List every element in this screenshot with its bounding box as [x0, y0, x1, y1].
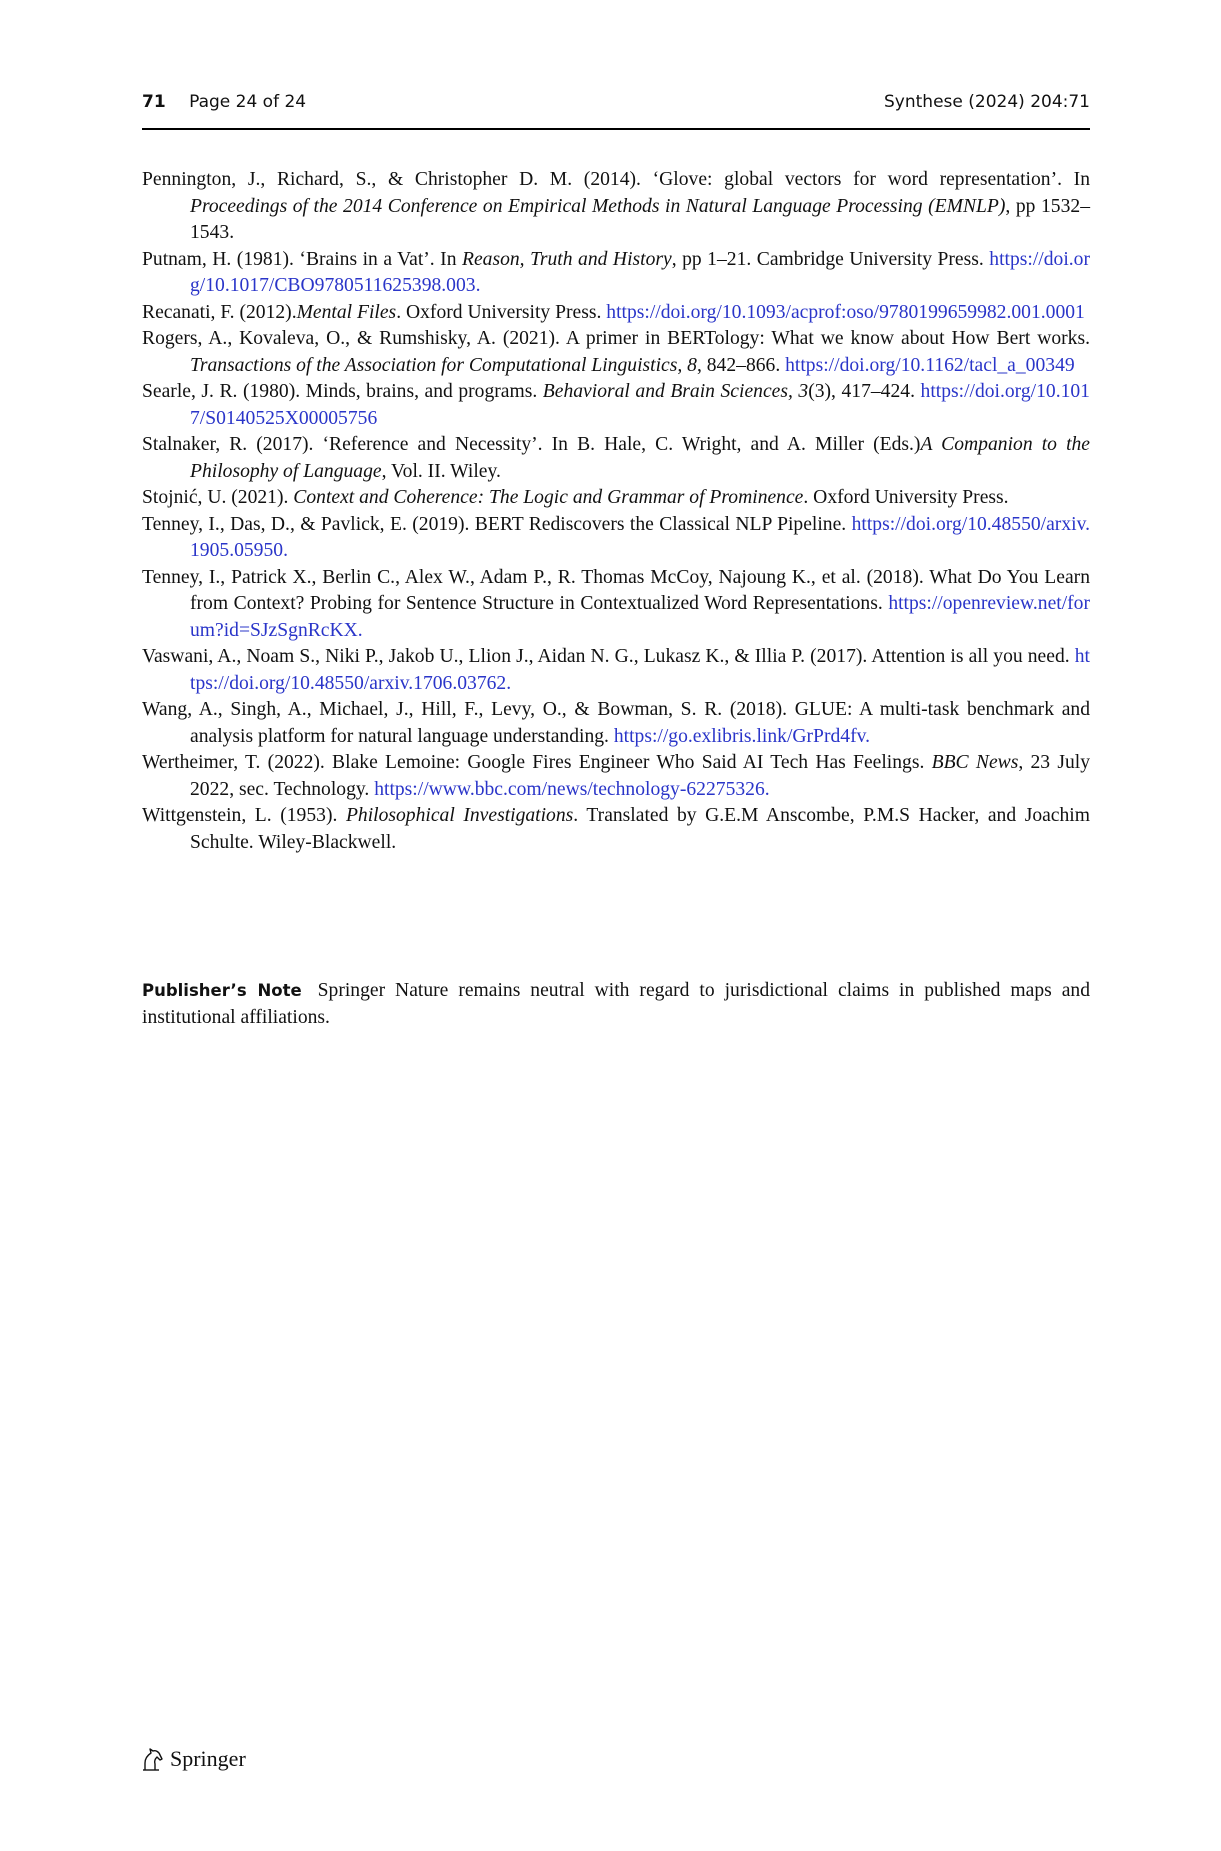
- header-left: [142, 92, 306, 112]
- reference-text-tail: , 842–866.: [696, 354, 786, 376]
- publisher-name: Springer: [170, 1746, 246, 1771]
- reference-link[interactable]: https://doi.org/10.1017/S0140525X00005756: [190, 381, 1090, 429]
- reference-title: Mental Files: [296, 301, 397, 323]
- reference-text-tail: , 23 July 2022, sec. Technology.: [190, 752, 1091, 800]
- reference-text: Stojnić, U. (2021).: [142, 487, 294, 508]
- reference-text: Tenney, I., Das, D., & Pavlick, E. (2019). BERT Rediscovers the Classical NLP Pipeline.: [142, 513, 852, 535]
- page-header: [142, 92, 1090, 130]
- reference-text-tail: . Oxford University Press.: [803, 487, 1009, 508]
- reference-link[interactable]: https://openreview.net/forum?id=SJzSgnRcKX.: [190, 593, 1090, 641]
- page-number: 71: [142, 92, 166, 112]
- reference-item: [142, 379, 1090, 432]
- reference-text-tail: , pp 1–21. Cambridge University Press.: [671, 248, 990, 270]
- reference-text-tail: , Vol. II. Wiley.: [381, 460, 501, 482]
- reference-title: Context and Coherence: The Logic and Grammar of Prominence: [293, 487, 804, 508]
- reference-link[interactable]: https://doi.org/10.1093/acprof:oso/9780199659982.001.0001: [606, 301, 1085, 323]
- reference-item: [142, 565, 1090, 645]
- reference-title: Proceedings of the 2014 Conference on Empirical Methods in Natural Language Processing (EMNLP): [190, 195, 1006, 217]
- reference-link[interactable]: https://doi.org/10.1162/tacl_a_00349: [785, 354, 1075, 376]
- reference-text: Vaswani, A., Noam S., Niki P., Jakob U., Llion J., Aidan N. G., Lukasz K., & Illia P. (2017). Attention is all you need.: [142, 646, 1075, 667]
- reference-text: Wittgenstein, L. (1953).: [142, 805, 346, 826]
- reference-item: [142, 697, 1090, 750]
- publisher-note-label: Publisher’s Note: [142, 981, 302, 1000]
- reference-item: [142, 300, 1090, 327]
- reference-text: Tenney, I., Patrick X., Berlin C., Alex W., Adam P., R. Thomas McCoy, Najoung K., et al. (2018). What Do You Learn from Context? Probing for Sentence Structure in Contextualized Word Representations.: [142, 566, 1090, 614]
- reference-title: Reason, Truth and History: [462, 248, 672, 270]
- reference-text: Recanati, F. (2012).: [142, 301, 297, 323]
- reference-link[interactable]: https://www.bbc.com/news/technology-62275326.: [374, 778, 770, 800]
- reference-title: Transactions of the Association for Computational Linguistics, 8: [190, 354, 697, 376]
- reference-link[interactable]: https://doi.org/10.1017/CBO9780511625398.003.: [190, 248, 1090, 296]
- reference-item: [142, 326, 1090, 379]
- reference-title: BBC News: [931, 752, 1019, 773]
- reference-list: [142, 167, 1090, 856]
- reference-text-tail: (3), 417–424.: [808, 381, 921, 402]
- publisher-note: [142, 978, 1090, 1031]
- reference-text: Searle, J. R. (1980). Minds, brains, and programs.: [142, 381, 543, 402]
- reference-text-tail: . Translated by G.E.M Anscombe, P.M.S Hacker, and Joachim Schulte. Wiley-Blackwell.: [190, 805, 1090, 853]
- reference-link[interactable]: https://go.exlibris.link/GrPrd4fv.: [613, 725, 871, 747]
- journal-citation: Synthese (2024) 204:71: [884, 92, 1090, 112]
- reference-item: [142, 247, 1090, 300]
- reference-title: A Companion to the Philosophy of Language: [190, 434, 1090, 482]
- reference-item: [142, 803, 1090, 856]
- reference-text: Putnam, H. (1981). ‘Brains in a Vat’. In: [142, 248, 462, 270]
- reference-text: Wang, A., Singh, A., Michael, J., Hill, F., Levy, O., & Bowman, S. R. (2018). GLUE: A multi-task benchmark and analysis platform for natural language understanding.: [142, 699, 1090, 747]
- publisher-note-text: Springer Nature remains neutral with regard to jurisdictional claims in published maps and institutional affiliations.: [142, 980, 1090, 1028]
- reference-item: [142, 167, 1090, 247]
- springer-horse-icon: [140, 1746, 164, 1772]
- reference-link[interactable]: https://doi.org/10.48550/arxiv.1706.03762.: [190, 646, 1090, 694]
- reference-title: Behavioral and Brain Sciences, 3: [542, 381, 809, 402]
- reference-item: [142, 750, 1090, 803]
- reference-item: [142, 512, 1090, 565]
- reference-text: Rogers, A., Kovaleva, O., & Rumshisky, A. (2021). A primer in BERTology: What we know about How Bert works.: [142, 328, 1090, 349]
- reference-text: Stalnaker, R. (2017). ‘Reference and Necessity’. In B. Hale, C. Wright, and A. Miller (Eds.): [142, 434, 921, 455]
- reference-link[interactable]: https://doi.org/10.48550/arxiv.1905.05950.: [190, 513, 1090, 561]
- reference-item: [142, 485, 1090, 512]
- reference-text: Wertheimer, T. (2022). Blake Lemoine: Google Fires Engineer Who Said AI Tech Has Feelings.: [142, 752, 932, 773]
- reference-item: [142, 644, 1090, 697]
- reference-title: Philosophical Investigations: [345, 805, 574, 826]
- page-label: Page 24 of 24: [189, 92, 307, 112]
- reference-text: Pennington, J., Richard, S., & Christopher D. M. (2014). ‘Glove: global vectors for word representation’. In: [142, 169, 1090, 190]
- reference-text-tail: . Oxford University Press.: [396, 301, 607, 323]
- reference-text-tail: , pp 1532–1543.: [190, 195, 1090, 243]
- page-footer: [140, 1746, 246, 1772]
- reference-item: [142, 432, 1090, 485]
